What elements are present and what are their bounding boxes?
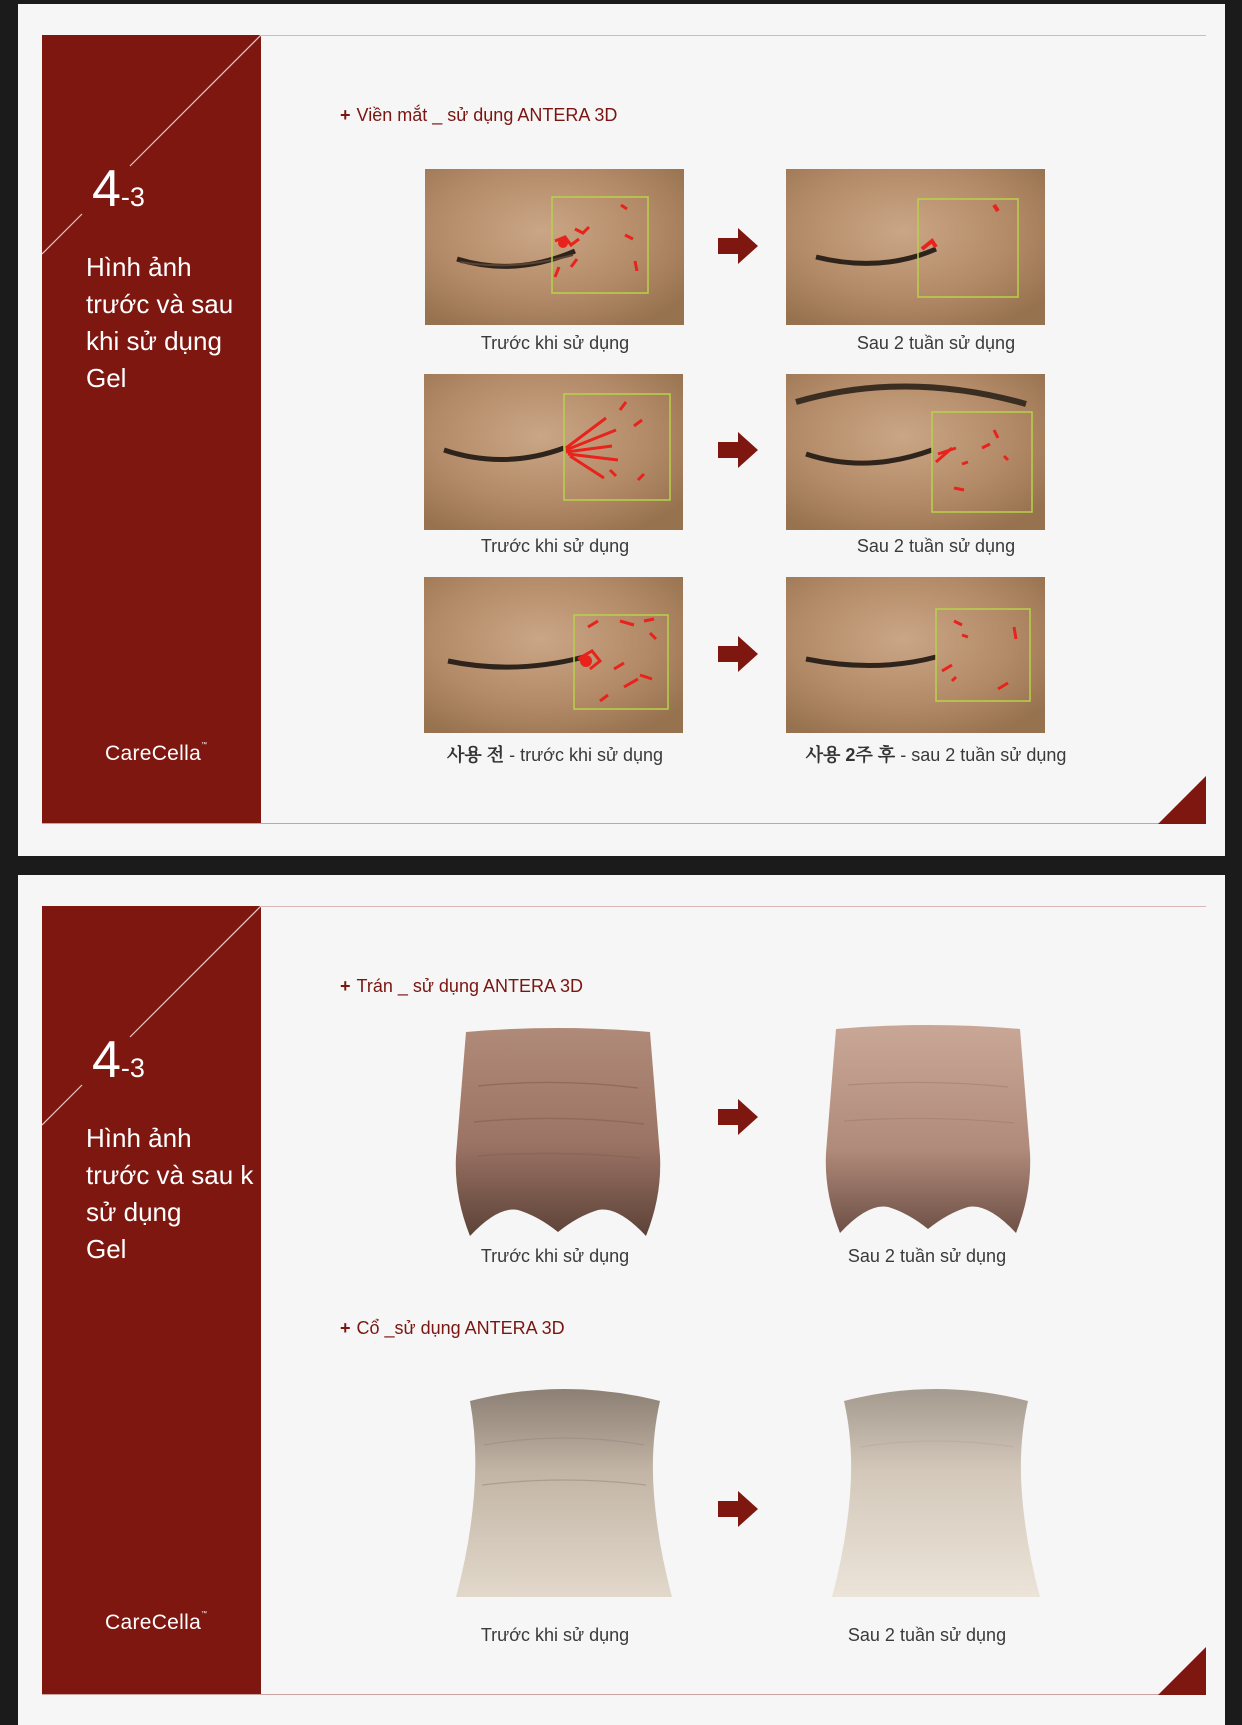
bottom-rule [42,823,1206,824]
slide-eye-area [18,4,1225,856]
caption-before-1: Trước khi sử dụng [480,333,630,353]
side-panel [42,35,261,823]
corner-triangle-decoration [1158,776,1206,824]
section-heading-eye: + Viền mắt _ sử dụng ANTERA 3D [340,105,618,125]
before-photo-forehead [438,1026,678,1238]
caption-after-1: Sau 2 tuần sử dụng [856,333,1016,353]
before-photo-eye-3 [424,577,683,733]
caption-before-forehead: Trước khi sử dụng [480,1246,630,1266]
arrow-right-icon [718,636,758,672]
caption-after-neck: Sau 2 tuần sử dụng [847,1625,1007,1645]
brand-logo: CareCella™ [105,742,208,765]
after-photo-eye-2 [786,374,1045,530]
diagonal-lines-decoration [42,35,261,823]
brand-logo: CareCella™ [105,1611,208,1634]
after-photo-forehead [808,1023,1048,1235]
caption-before-2: Trước khi sử dụng [480,536,630,556]
side-panel [42,906,261,1694]
top-rule [261,35,1206,36]
caption-after-3: 사용 2주 후 - sau 2 tuần sử dụng [805,745,1067,765]
diagonal-lines-decoration [42,906,261,1694]
panel-title: Hình ảnh trước và sau k sử dụng Gel [86,1123,254,1264]
after-photo-eye-1 [786,169,1045,325]
arrow-right-icon [718,1099,758,1135]
arrow-right-icon [718,228,758,264]
bottom-rule [42,1694,1206,1695]
caption-after-2: Sau 2 tuần sử dụng [856,536,1016,556]
caption-before-3: 사용 전 - trước khi sử dụng [446,745,664,765]
top-rule [261,906,1206,907]
section-number: 4-3 [92,160,145,218]
corner-triangle-decoration [1158,1647,1206,1695]
section-heading-forehead: + Trán _ sử dụng ANTERA 3D [340,976,584,996]
section-number: 4-3 [92,1031,145,1089]
caption-before-neck: Trước khi sử dụng [480,1625,630,1645]
before-photo-eye-1 [425,169,684,325]
after-photo-eye-3 [786,577,1045,733]
slide-forehead-neck [18,875,1225,1725]
arrow-right-icon [718,1491,758,1527]
after-photo-neck [830,1385,1042,1597]
section-heading-neck: + Cổ _sử dụng ANTERA 3D [340,1318,565,1338]
before-photo-eye-2 [424,374,683,530]
before-photo-neck [454,1385,674,1597]
caption-after-forehead: Sau 2 tuần sử dụng [847,1246,1007,1266]
arrow-right-icon [718,432,758,468]
panel-title: Hình ảnh trước và sau khi sử dụng Gel [86,252,234,393]
